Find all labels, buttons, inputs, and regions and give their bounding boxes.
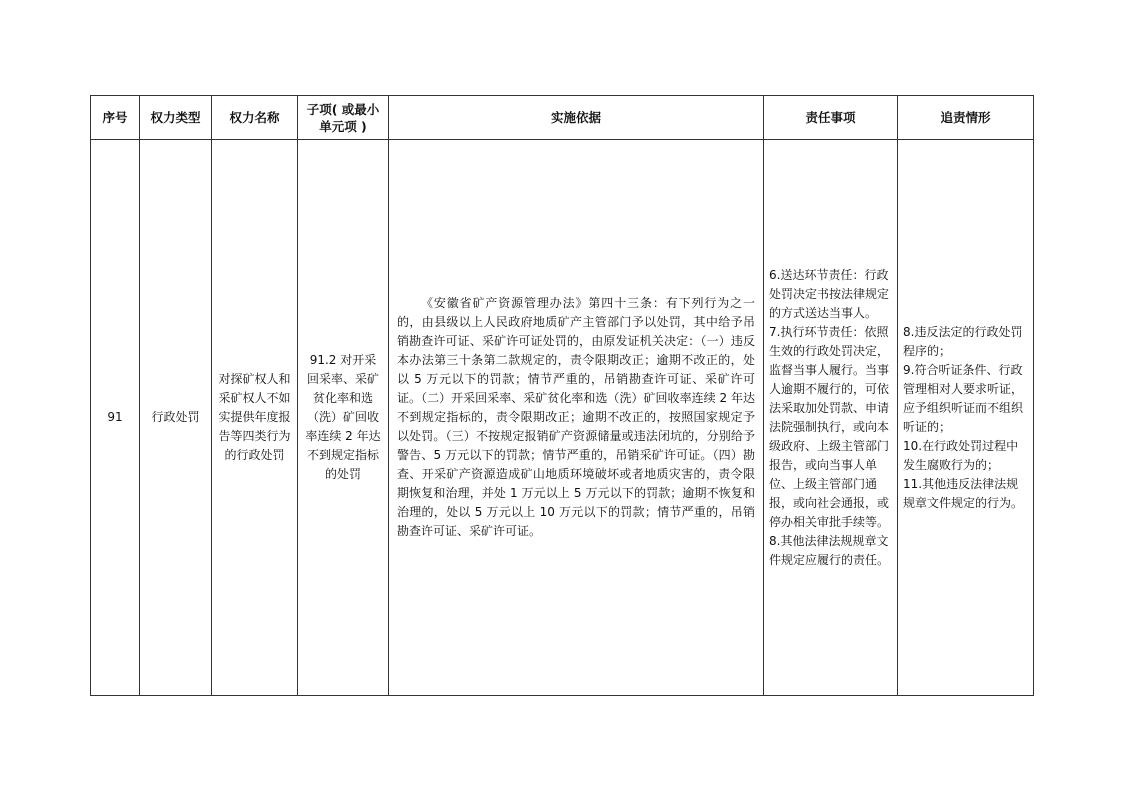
accountability-item: 10.在行政处罚过程中发生腐败行为的； bbox=[903, 438, 1019, 472]
cell-responsibility bbox=[764, 140, 898, 696]
header-sub-item: 子项( 或最小单元项 ) bbox=[298, 96, 389, 140]
header-basis: 实施依据 bbox=[389, 96, 764, 140]
table-row bbox=[91, 140, 1034, 696]
accountability-item: 9.符合听证条件、行政管理相对人要求听证，应予组织听证而不组织听证的； bbox=[903, 362, 1024, 434]
responsibility-item: 6.送达环节责任：行政处罚决定书按法律规定的方式送达当事人。 bbox=[769, 267, 890, 320]
cell-basis: 《安徽省矿产资源管理办法》第四十三条：有下列行为之一的，由县级以上人民政府地质矿产主管部门予以处罚，其中给予吊销勘查许可证、采矿许可证处罚的，由原发证机关决定：（一）违反本办法第三十条第二款规定的，责令限期改正；逾期不改正的，处以 5 万元以下的罚款；情节严重的，吊销勘查许可证、采矿许可证。（二）开采回采率、采矿贫化率和选（洗）矿回收率连续 2 年达不到规定指标的，责令限期改正；逾期不改正的，按照国家规定予以处罚。（三）不按规定报销矿产资源储量或违法闭坑的，分别给予警告、5 万元以下的罚款；情节严重的，吊销采矿许可证。（四）勘查、开采矿产资源造成矿山地质环境破坏或者地质灾害的，责令限期恢复和治理，并处 1 万元以上 5 万元以下的罚款；逾期不恢复和治理的，处以 5 万元以上 10 万元以下的罚款；情节严重的，吊销勘查许可证、采矿许可证。 bbox=[389, 140, 764, 696]
cell-sub-item: 91.2 对开采回采率、采矿贫化率和选（洗）矿回收率连续 2 年达不到规定指标的处罚 bbox=[298, 140, 389, 696]
accountability-item: 8.违反法定的行政处罚程序的； bbox=[903, 324, 1023, 358]
cell-power-name: 对探矿权人和采矿权人不如实提供年度报告等四类行为的行政处罚 bbox=[212, 140, 298, 696]
header-seq: 序号 bbox=[91, 96, 140, 140]
cell-power-type: 行政处罚 bbox=[140, 140, 212, 696]
responsibility-item: 8.其他法律法规规章文件规定应履行的责任。 bbox=[769, 533, 890, 567]
cell-accountability bbox=[898, 140, 1034, 696]
cell-seq: 91 bbox=[91, 140, 140, 696]
accountability-item: 11.其他违反法律法规规章文件规定的行为。 bbox=[903, 476, 1024, 510]
responsibility-item: 7.执行环节责任：依照生效的行政处罚决定，监督当事人履行。当事人逾期不履行的，可依法采取加处罚款、申请法院强制执行，或向本级政府、上级主管部门报告，或向当事人单位、上级主管部门通报，或向社会通报，或停办相关审批手续等。 bbox=[769, 324, 890, 529]
header-power-name: 权力名称 bbox=[212, 96, 298, 140]
header-power-type: 权力类型 bbox=[140, 96, 212, 140]
header-accountability: 追责情形 bbox=[898, 96, 1034, 140]
table-header-row bbox=[91, 96, 1034, 140]
header-responsibility: 责任事项 bbox=[764, 96, 898, 140]
power-list-table bbox=[90, 95, 1034, 696]
